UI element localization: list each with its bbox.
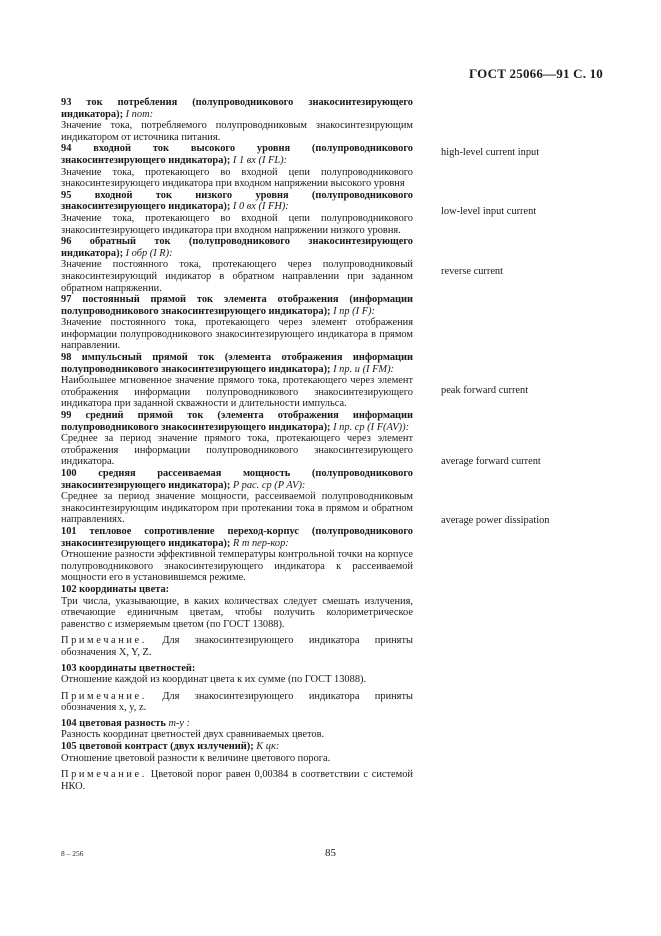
- term-heading: 105 цветовой контраст (двух излучений);: [61, 741, 254, 753]
- note-label: Примечание.: [61, 690, 147, 702]
- term-definition: Отношение цветовой разности к величине цветового порога.: [61, 752, 331, 764]
- term-entry-99: [61, 410, 413, 468]
- document-header: ГОСТ 25066—91 С. 10: [469, 66, 603, 81]
- note-label: Примечание.: [61, 635, 147, 647]
- note-text: Цветовой порог равен 0,00384 в соответствии с системой НКО.: [61, 769, 413, 792]
- term-symbol: I 0 вх (I FH):: [230, 201, 289, 213]
- term-definition: Значение постоянного тока, протекающего через элемент отображения информации полупроводникового знакосинтезирующего индикатора в прямом направлении.: [61, 317, 413, 352]
- term-heading: 100 средняя рассеиваемая мощность (полупроводникового знакосинтезирующего индикатора);: [61, 468, 413, 491]
- note-label: Примечание.: [61, 769, 147, 781]
- term-heading: 102 координаты цвета:: [61, 583, 170, 595]
- term-entry-97: [61, 294, 413, 352]
- english-term-99: average forward current: [441, 456, 541, 467]
- term-symbol: R т пер-кор:: [230, 537, 289, 549]
- term-symbol: P рас. ср (P AV):: [230, 479, 306, 491]
- term-definition: Разность координат цветностей двух сравниваемых цветов.: [61, 729, 325, 741]
- english-term-94: high-level current input: [441, 147, 540, 158]
- english-term-95: low-level input current: [441, 206, 537, 217]
- term-definition: Значение тока, протекающего во входной цепи полупроводникового знакосинтезирующего индикатора при входном напряжении высокого уровня: [61, 166, 413, 190]
- term-symbol: m-y :: [165, 717, 191, 729]
- term-symbol: K цк:: [253, 741, 280, 753]
- term-definition: Отношение каждой из координат цвета к их сумме (по ГОСТ 13088).: [61, 674, 367, 686]
- term-definition: Значение тока, протекающего во входной цепи полупроводникового знакосинтезирующего индикатора при входном напряжении низкого уровня.: [61, 212, 413, 236]
- term-symbol: I обр (I R):: [123, 247, 173, 259]
- term-definition: Среднее за период значение прямого тока, протекающего через элемент отображения информации полупроводникового знакосинтезирующего индикатора.: [61, 433, 413, 468]
- term-entry-95: [61, 190, 413, 236]
- note: [61, 769, 413, 792]
- term-definition: Среднее за период значение мощности, рассеиваемой полупроводниковым знакосинтезирующим индикатором при протекании тока в прямом и обратном направлениях.: [61, 491, 413, 526]
- term-entry-102: [61, 584, 413, 659]
- term-heading: 97 постоянный прямой ток элемента отображения (информации полупроводникового знакосинтезирующего индикатора);: [61, 294, 413, 317]
- term-entry-101: [61, 526, 413, 584]
- term-entry-94: [61, 143, 413, 189]
- term-definition: Значение постоянного тока, протекающего через полупроводниковый знакосинтезирующий индикатор в обратном направлении при заданном обратном напряжении.: [61, 259, 413, 294]
- term-entry-105: [61, 741, 413, 792]
- term-list: [61, 97, 413, 792]
- term-heading: 103 координаты цветностей:: [61, 662, 196, 674]
- note: [61, 691, 413, 714]
- page-number: 85: [325, 847, 336, 859]
- english-term-96: reverse current: [441, 266, 504, 277]
- english-term-100: average power dissipation: [441, 515, 550, 526]
- term-definition: Отношение разности эффективной температуры контрольной точки на корпусе полупроводникового знакосинтезирующего индикатора к рассеиваемой мощности его в установившемся режиме.: [61, 549, 413, 584]
- term-entry-98: [61, 352, 413, 410]
- term-symbol: I пот:: [123, 108, 154, 120]
- term-entry-96: [61, 236, 413, 294]
- term-entry-100: [61, 468, 413, 526]
- term-heading: 101 тепловое сопротивление переход-корпус (полупроводникового знакосинтезирующего индикатора);: [61, 525, 413, 549]
- term-entry-104: [61, 718, 413, 741]
- term-heading: 93 ток потребления (полупроводникового знакосинтезирующего индикатора);: [61, 97, 413, 120]
- term-heading: 98 импульсный прямой ток (элемента отображения информации полупроводникового знакосинтезирующего индикатора);: [61, 352, 413, 375]
- term-heading: 104 цветовая разность: [61, 717, 166, 729]
- term-definition: Значение тока, потребляемого полупроводниковым знакосинтезирующим индикатором от источника питания.: [61, 120, 413, 143]
- note: [61, 635, 413, 658]
- english-term-98: peak forward current: [441, 385, 529, 396]
- note-text: Для знакосинтезирующего индикатора приняты обозначения X, Y, Z.: [61, 635, 413, 658]
- term-heading: 94 входной ток высокого уровня (полупроводникового знакосинтезирующего индикатора);: [61, 143, 413, 166]
- term-heading: 96 обратный ток (полупроводникового знакосинтезирующего индикатора);: [61, 236, 413, 259]
- term-symbol: I пр (I F):: [330, 305, 375, 317]
- term-definition: Наибольшее мгновенное значение прямого тока, протекающего через элемент отображения информации полупроводникового знакосинтезирующего индикатора при заданной скважности и длительности импульса.: [61, 375, 413, 410]
- term-symbol: I 1 вх (I FL):: [230, 154, 288, 166]
- term-heading: 95 входной ток низкого уровня (полупроводникового знакосинтезирующего индикатора);: [61, 189, 413, 213]
- note-text: Для знакосинтезирующего индикатора приняты обозначения x, y, z.: [61, 690, 413, 714]
- term-symbol: I пр. и (I FM):: [330, 363, 395, 375]
- term-entry-103: [61, 663, 413, 714]
- term-entry-93: [61, 97, 413, 143]
- term-heading: 99 средний прямой ток (элемента отображения информации полупроводникового знакосинтезирующего индикатора);: [61, 410, 413, 433]
- term-definition: Три числа, указывающие, в каких количествах следует смешать излучения, отвечающие единичным цветам, чтобы получить колориметрическое равенство с измеряемым цветом (по ГОСТ 13088).: [61, 595, 413, 630]
- term-symbol: I пр. ср (I F(AV)):: [330, 421, 410, 433]
- print-code: 8 – 256: [61, 849, 84, 858]
